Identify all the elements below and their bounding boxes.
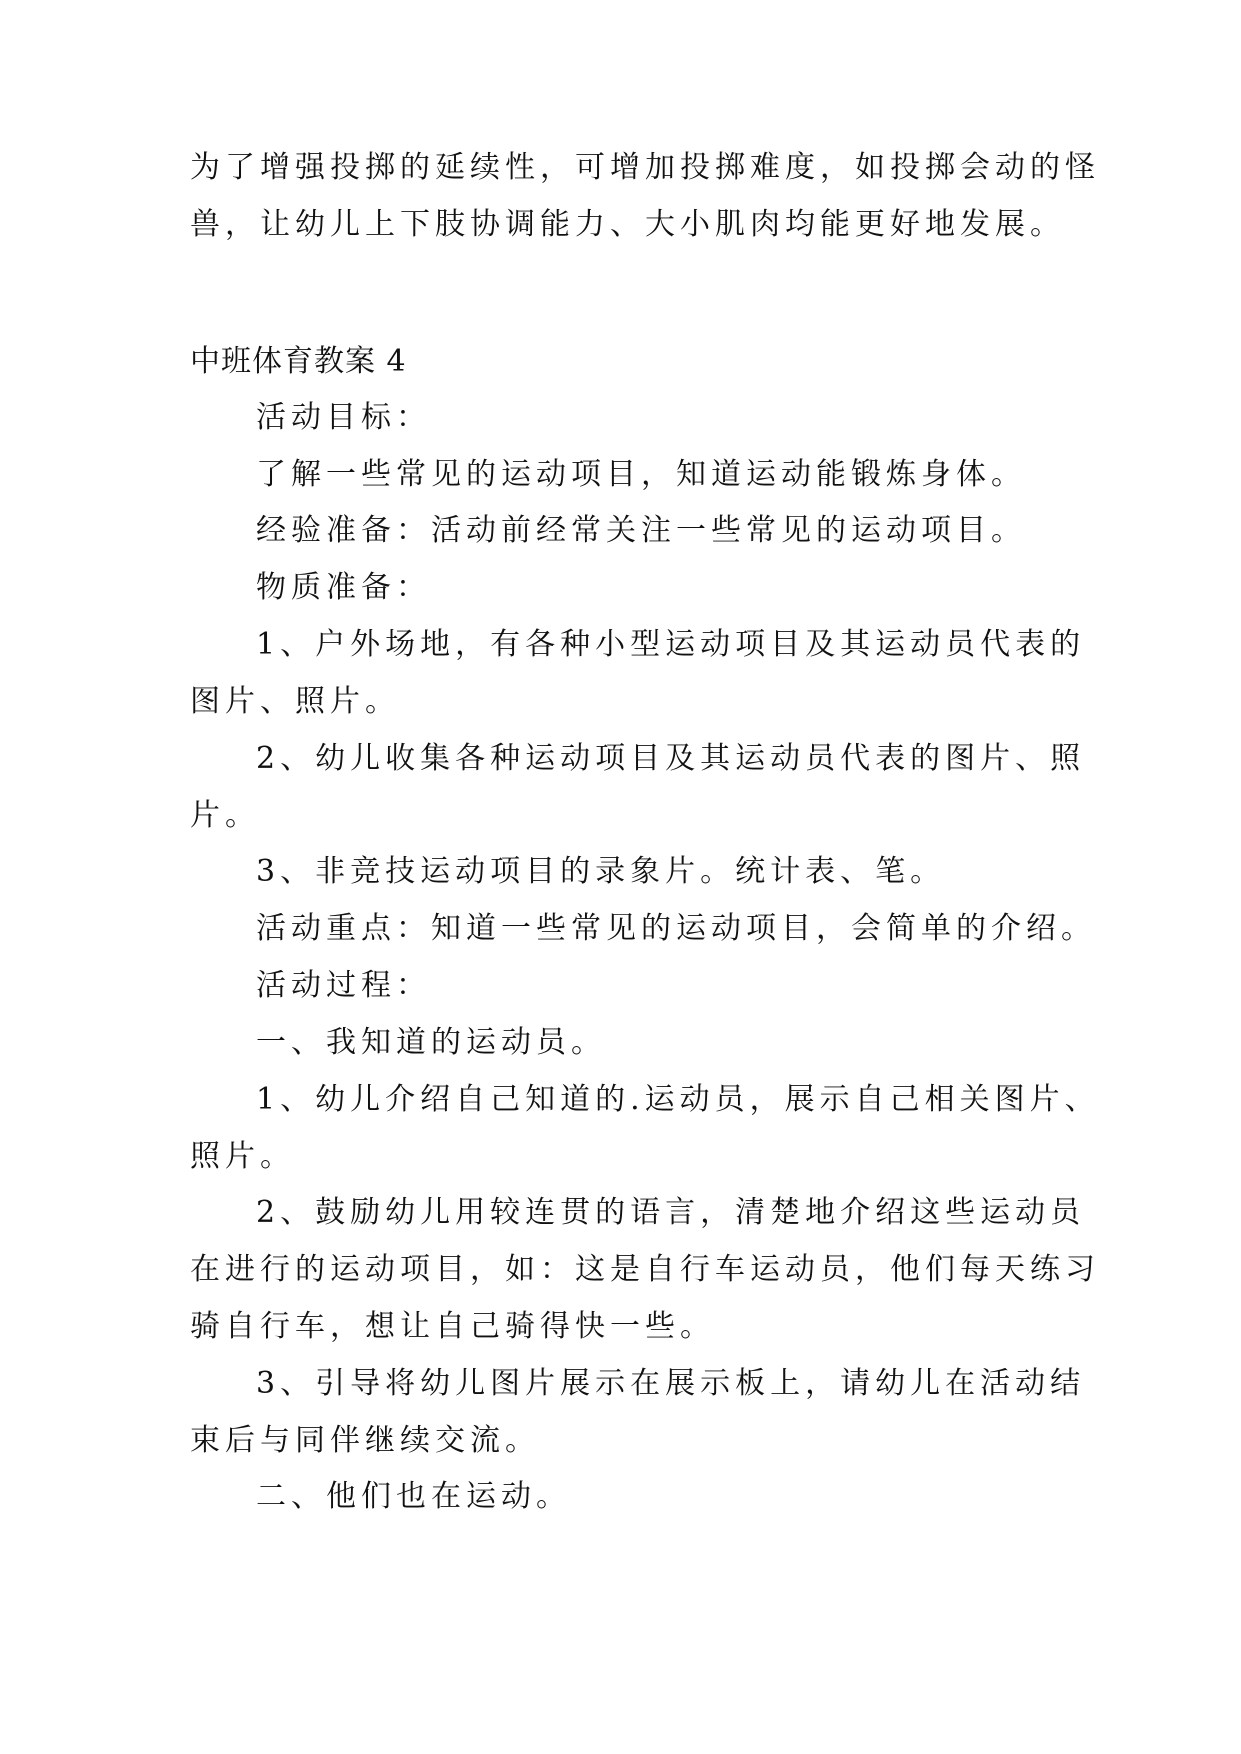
body-line: 活动过程： bbox=[256, 968, 431, 1003]
body-line: 图片、照片。 bbox=[190, 684, 400, 719]
body-line: 1、幼儿介绍自己知道的.运动员，展示自己相关图片、 bbox=[256, 1082, 1100, 1117]
body-line: 片。 bbox=[190, 798, 260, 833]
body-line: 在进行的运动项目，如：这是自行车运动员，他们每天练习 bbox=[190, 1252, 1100, 1287]
body-line: 束后与同伴继续交流。 bbox=[190, 1423, 540, 1458]
body-line: 1、户外场地，有各种小型运动项目及其运动员代表的 bbox=[256, 627, 1086, 662]
intro-line-2: 兽，让幼儿上下肢协调能力、大小肌肉均能更好地发展。 bbox=[190, 207, 1065, 242]
body-line: 一、我知道的运动员。 bbox=[256, 1025, 606, 1060]
body-line: 3、引导将幼儿图片展示在展示板上，请幼儿在活动结 bbox=[256, 1366, 1086, 1401]
body-line: 经验准备：活动前经常关注一些常见的运动项目。 bbox=[256, 513, 1026, 548]
intro-line-1: 为了增强投掷的延续性，可增加投掷难度，如投掷会动的怪 bbox=[190, 150, 1100, 185]
body-line: 二、他们也在运动。 bbox=[256, 1479, 571, 1514]
body-line: 活动目标： bbox=[256, 400, 431, 435]
body-line: 2、幼儿收集各种运动项目及其运动员代表的图片、照 bbox=[256, 741, 1086, 776]
body-line: 骑自行车，想让自己骑得快一些。 bbox=[190, 1309, 715, 1344]
body-line: 照片。 bbox=[190, 1139, 295, 1174]
body-line: 3、非竞技运动项目的录象片。统计表、笔。 bbox=[256, 854, 946, 889]
body-line: 2、鼓励幼儿用较连贯的语言，清楚地介绍这些运动员 bbox=[256, 1195, 1086, 1230]
body-line: 了解一些常见的运动项目，知道运动能锻炼身体。 bbox=[256, 457, 1026, 492]
section-title: 中班体育教案 4 bbox=[190, 344, 407, 379]
body-line: 物质准备： bbox=[256, 570, 431, 605]
body-line: 活动重点：知道一些常见的运动项目，会简单的介绍。 bbox=[256, 911, 1096, 946]
